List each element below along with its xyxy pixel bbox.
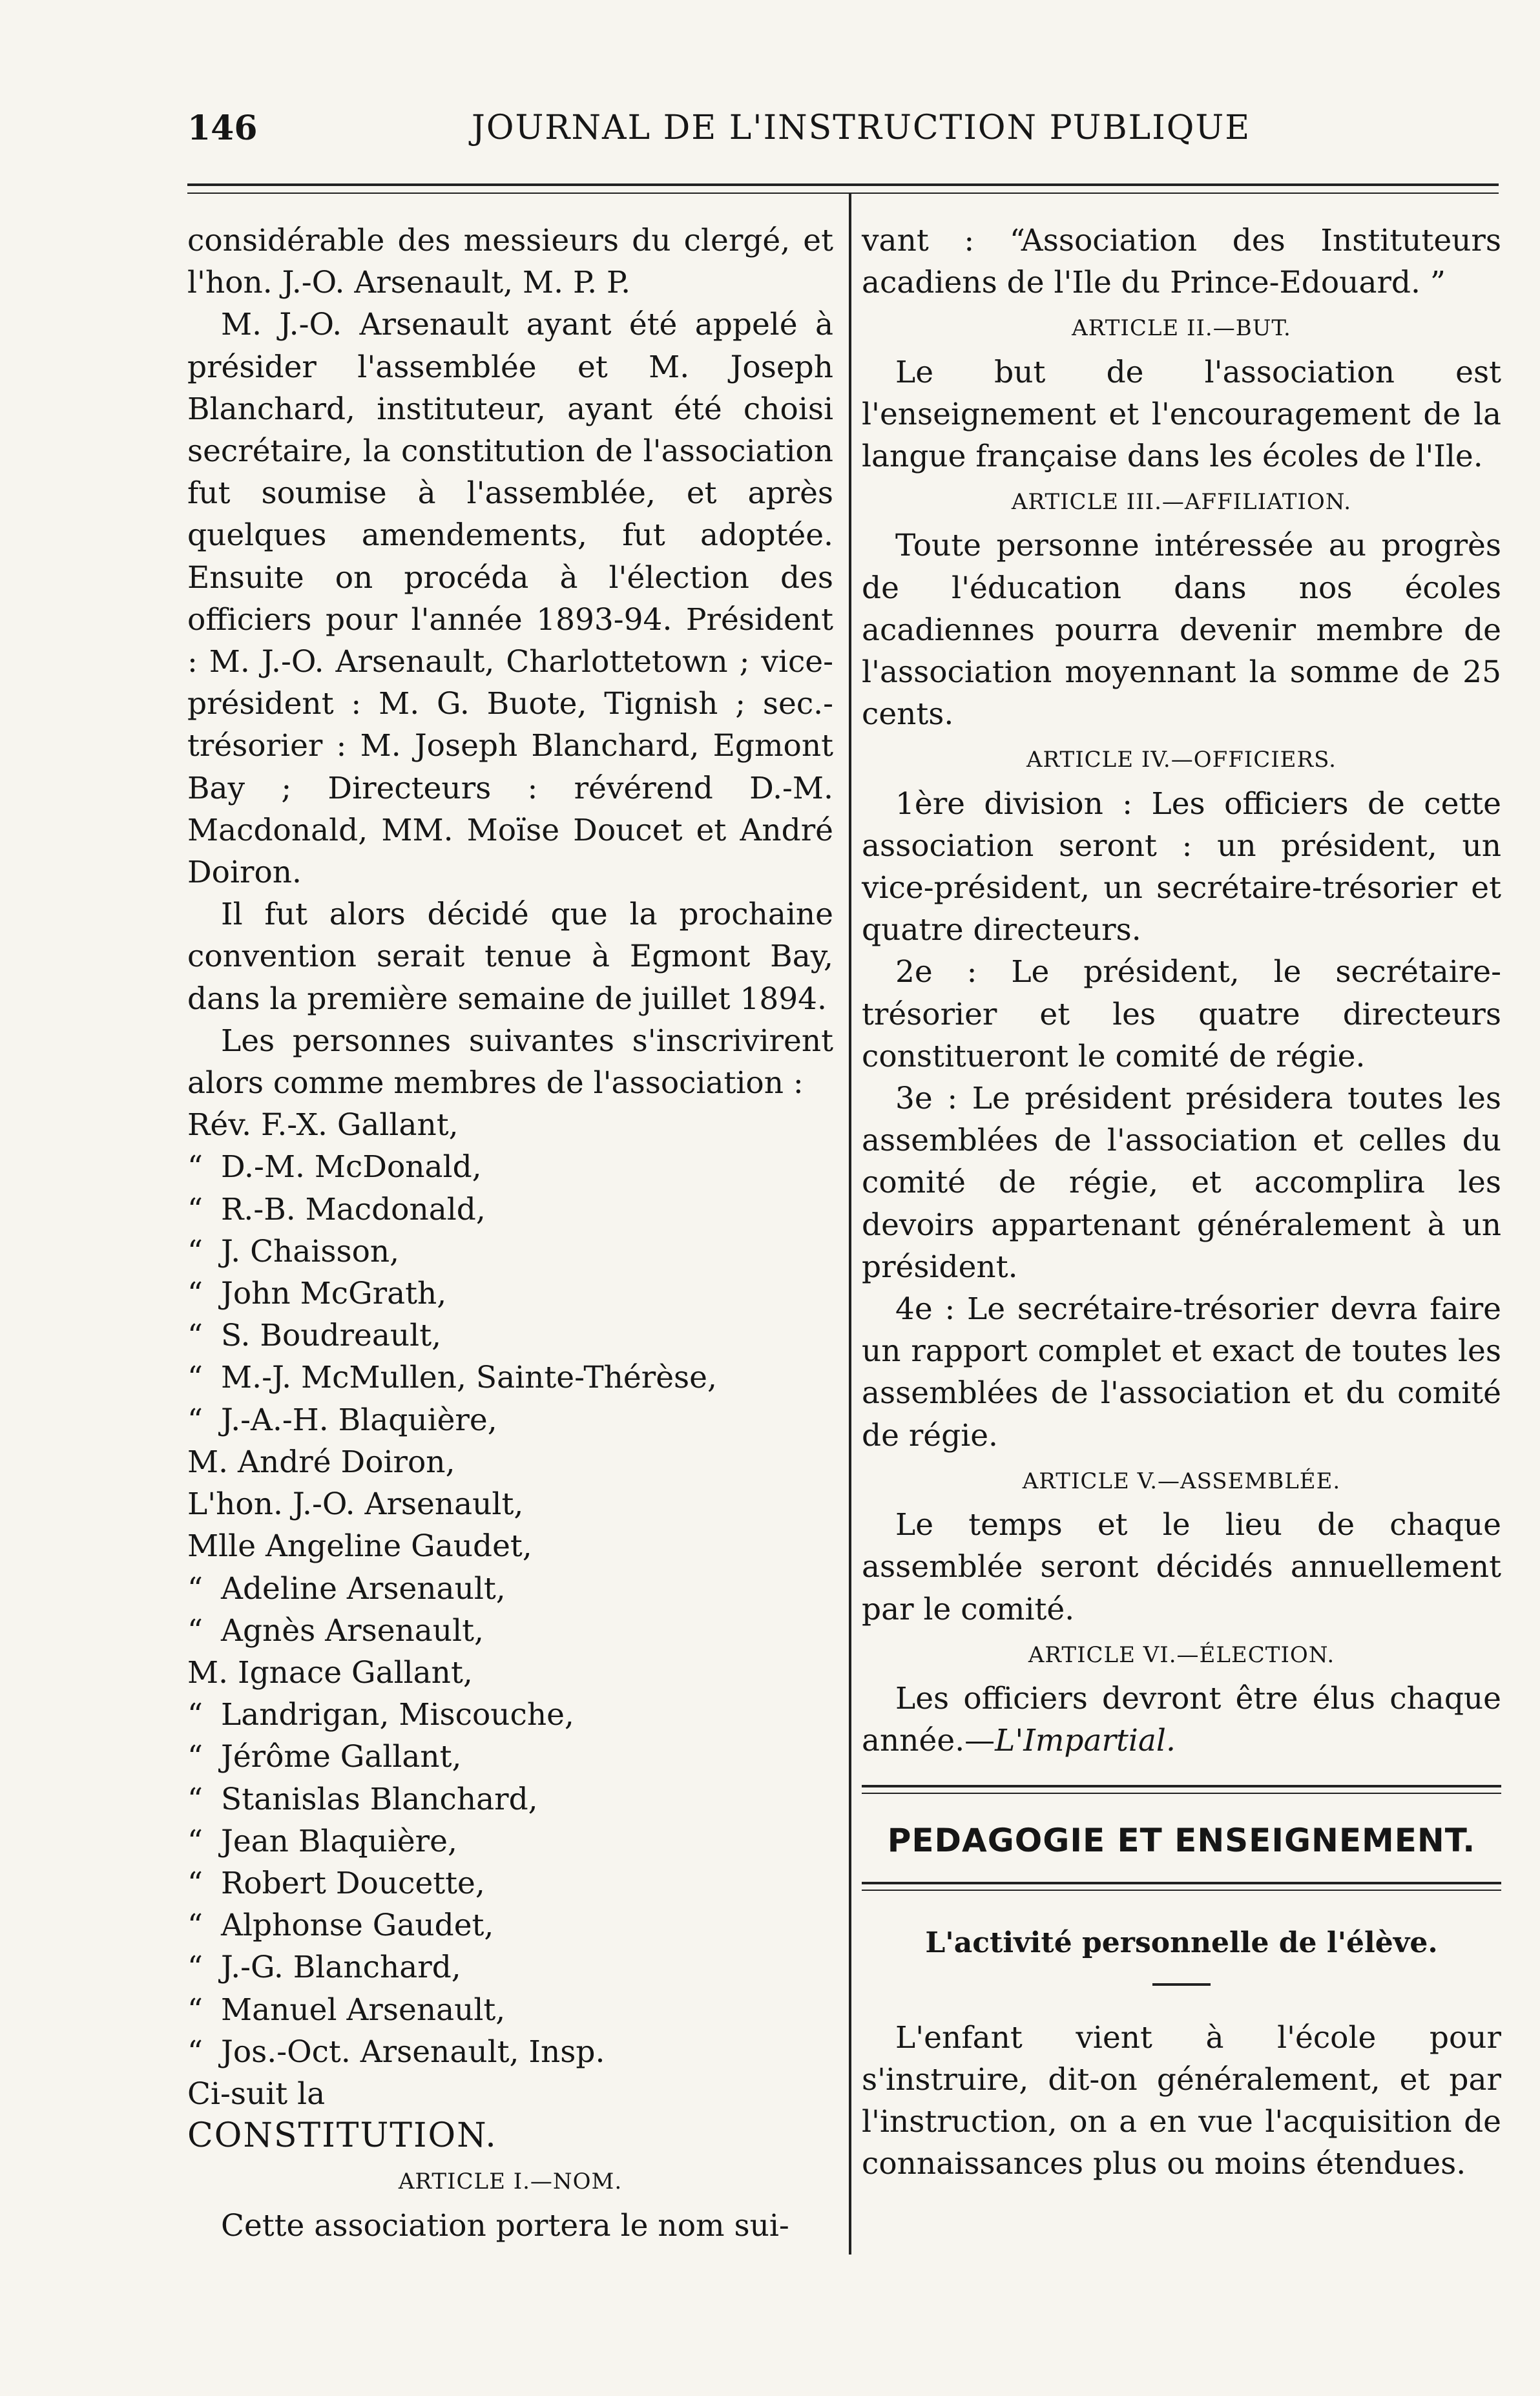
article-1-continued: vant : “Association des Instituteurs acadiens de l'Ile du Prince-Edouard. ” (862, 223, 1501, 301)
member-list-item (187, 1610, 833, 1652)
member-list-item (187, 1273, 833, 1315)
article-6-heading: ARTICLE VI.—ÉLECTION. (1028, 1641, 1335, 1668)
member-name: Mlle Angeline Gaudet, (187, 1528, 532, 1565)
member-name: Robert Doucette, (221, 1865, 485, 1901)
member-name: M.-J. McMullen, Sainte-Thérèse, (221, 1360, 717, 1396)
member-name: M. Ignace Gallant, (187, 1654, 473, 1691)
member-name: D.-M. McDonald, (221, 1149, 482, 1185)
article-1-heading: ARTICLE I.—NOM. (398, 2169, 623, 2195)
member-name: S. Boudreault, (221, 1318, 442, 1354)
paragraph-election: M. J.-O. Arsenault ayant été appelé à présider l'assemblée et M. Joseph Blanchard, instituteur, ayant été choisi secrétaire, la constitution de l'association fut soumise à l'assemblée, et après quelques amendements, fut adoptée. Ensuite on procéda à l'élection des officiers pour l'année 1893-94. Président : M. J.-O. Arsenault, Charlottetown ; vice-président : M. G. Buote, Tignish ; sec.-trésorier : M. Joseph Blanchard, Egmont Bay ; Directeurs : révérend D.-M. Macdonald, MM. Moïse Doucet et André Doiron. (187, 307, 833, 891)
header-rule (187, 183, 1499, 186)
column-divider (849, 194, 851, 2255)
ditto-mark: “ (187, 1149, 203, 1185)
constitution-heading: CONSTITUTION. (187, 2116, 497, 2156)
section-rule-top (862, 1785, 1501, 1787)
member-name: Rév. F.-X. Gallant, (187, 1107, 459, 1143)
member-list-item (187, 1568, 833, 1610)
member-list-item (187, 1820, 833, 1862)
ditto-mark: “ (187, 1781, 203, 1817)
ditto-mark: “ (187, 1992, 203, 2028)
left-column (187, 220, 833, 2247)
member-list-item (187, 1694, 833, 1736)
ditto-mark: “ (187, 1823, 203, 1859)
article-4-item: 2e : Le président, le secrétaire-trésorier et les quatre directeurs constitueront le comité de régie. (862, 954, 1501, 1074)
member-name: Manuel Arsenault, (221, 1992, 506, 2028)
article-3-text: Toute personne intéressée au progrès de l'éducation dans nos écoles acadiennes pourra devenir membre de l'association moyennant la somme de 25 cents. (862, 528, 1501, 733)
member-list-item (187, 1989, 833, 2031)
ditto-mark: “ (187, 2034, 203, 2070)
member-name: L'hon. J.-O. Arsenault, (187, 1486, 524, 1523)
member-name: J. Chaisson, (221, 1233, 400, 1269)
member-name: Adeline Arsenault, (221, 1570, 506, 1607)
article-5-text: Le temps et le lieu de chaque assemblée seront décidés annuellement par le comité. (862, 1507, 1501, 1627)
article-2-heading: ARTICLE II.—BUT. (1072, 315, 1291, 342)
member-name: Alphonse Gaudet, (221, 1908, 494, 1944)
running-title: JOURNAL DE L'INSTRUCTION PUBLIQUE (472, 109, 1251, 147)
member-name: Agnès Arsenault, (221, 1612, 484, 1649)
member-list-item (187, 1189, 833, 1231)
member-list-item (187, 1862, 833, 1904)
section-rule-top-thin (862, 1793, 1501, 1794)
header-rule-thin (187, 193, 1499, 194)
member-name: M. André Doiron, (187, 1444, 455, 1480)
ditto-mark: “ (187, 1950, 203, 1986)
page-number: 146 (187, 109, 258, 148)
page-header (187, 109, 1492, 154)
member-list-item (187, 1104, 833, 1146)
member-list-item (187, 1946, 833, 1988)
ditto-mark: “ (187, 1908, 203, 1944)
member-list-item (187, 1231, 833, 1273)
member-name: Jérôme Gallant, (221, 1739, 462, 1775)
member-list-item (187, 1483, 833, 1525)
member-list-item (187, 1736, 833, 1778)
article-6-body: Les officiers devront être élus chaque année.— (862, 1680, 1501, 1759)
member-list-item (187, 1904, 833, 1946)
ditto-mark: “ (187, 1318, 203, 1354)
member-list-item (187, 1525, 833, 1567)
ditto-mark: “ (187, 1697, 203, 1733)
ditto-mark: “ (187, 1402, 203, 1438)
member-name: J.-A.-H. Blaquière, (221, 1402, 497, 1438)
ditto-mark: “ (187, 1276, 203, 1312)
ditto-mark: “ (187, 1739, 203, 1775)
article-4-item: 4e : Le secrétaire-trésorier devra faire un rapport complet et exact de toutes les assemblées de l'association et du comité de régie. (862, 1291, 1501, 1453)
article-4-heading: ARTICLE IV.—OFFICIERS. (1026, 747, 1337, 773)
member-name: R.-B. Macdonald, (221, 1191, 486, 1227)
article-body: L'enfant vient à l'école pour s'instruire, dit-on généralement, et par l'instruction, on a en vue l'acquisition de connaissances plus ou moins étendues. (862, 2019, 1501, 2182)
ditto-mark: “ (187, 1865, 203, 1901)
member-list-item (187, 1357, 833, 1399)
member-list-item (187, 1315, 833, 1357)
section-rule-bottom (862, 1882, 1501, 1884)
article-4-item: 3e : Le président présidera toutes les assemblées de l'association et celles du comité de régie, et accomplira les devoirs appartenant généralement à un président. (862, 1081, 1501, 1285)
section-title: PEDAGOGIE ET ENSEIGNEMENT. (887, 1822, 1476, 1860)
member-name: Jean Blaquière, (221, 1823, 457, 1859)
member-name: John McGrath, (221, 1276, 447, 1312)
title-dash (1152, 1983, 1211, 1986)
member-list-item (187, 1441, 833, 1483)
paragraph-members-intro: Les personnes suivantes s'inscrivirent alors comme membres de l'association : (187, 1023, 833, 1101)
ditto-mark: “ (187, 1191, 203, 1227)
article-3-heading: ARTICLE III.—AFFILIATION. (1011, 489, 1352, 516)
ci-suit-text: Ci-suit la (187, 2076, 326, 2112)
member-list-item (187, 2031, 833, 2073)
article-6-source: L'Impartial. (995, 1723, 1176, 1759)
member-name: Landrigan, Miscouche, (221, 1697, 574, 1733)
member-list-item (187, 1146, 833, 1188)
article-title: L'activité personnelle de l'élève. (925, 1926, 1438, 1959)
right-column (862, 220, 1501, 2185)
member-list-item (187, 1652, 833, 1694)
member-list-item (187, 1778, 833, 1820)
member-name: Jos.-Oct. Arsenault, Insp. (221, 2034, 605, 2070)
ditto-mark: “ (187, 1612, 203, 1649)
article-4-item: 1ère division : Les officiers de cette association seront : un président, un vice-président, un secrétaire-trésorier et quatre directeurs. (862, 786, 1501, 948)
article-6-text (862, 1678, 1501, 1762)
ditto-mark: “ (187, 1233, 203, 1269)
article-1-text: Cette association portera le nom sui- (221, 2207, 789, 2244)
member-name: Stanislas Blanchard, (221, 1781, 538, 1817)
ditto-mark: “ (187, 1570, 203, 1607)
ditto-mark: “ (187, 1360, 203, 1396)
member-list-item (187, 1399, 833, 1441)
paragraph-convention: Il fut alors décidé que la prochaine convention serait tenue à Egmont Bay, dans la première semaine de juillet 1894. (187, 897, 833, 1017)
section-rule-bottom-thin (862, 1890, 1501, 1891)
paragraph-clergy: considérable des messieurs du clergé, et l'hon. J.-O. Arsenault, M. P. P. (187, 223, 833, 301)
article-2-text: Le but de l'association est l'enseignement et l'encouragement de la langue française dans les écoles de l'Ile. (862, 354, 1501, 475)
member-name: J.-G. Blanchard, (221, 1950, 461, 1986)
member-list (187, 1104, 833, 2073)
article-5-heading: ARTICLE V.—ASSEMBLÉE. (1022, 1468, 1341, 1494)
